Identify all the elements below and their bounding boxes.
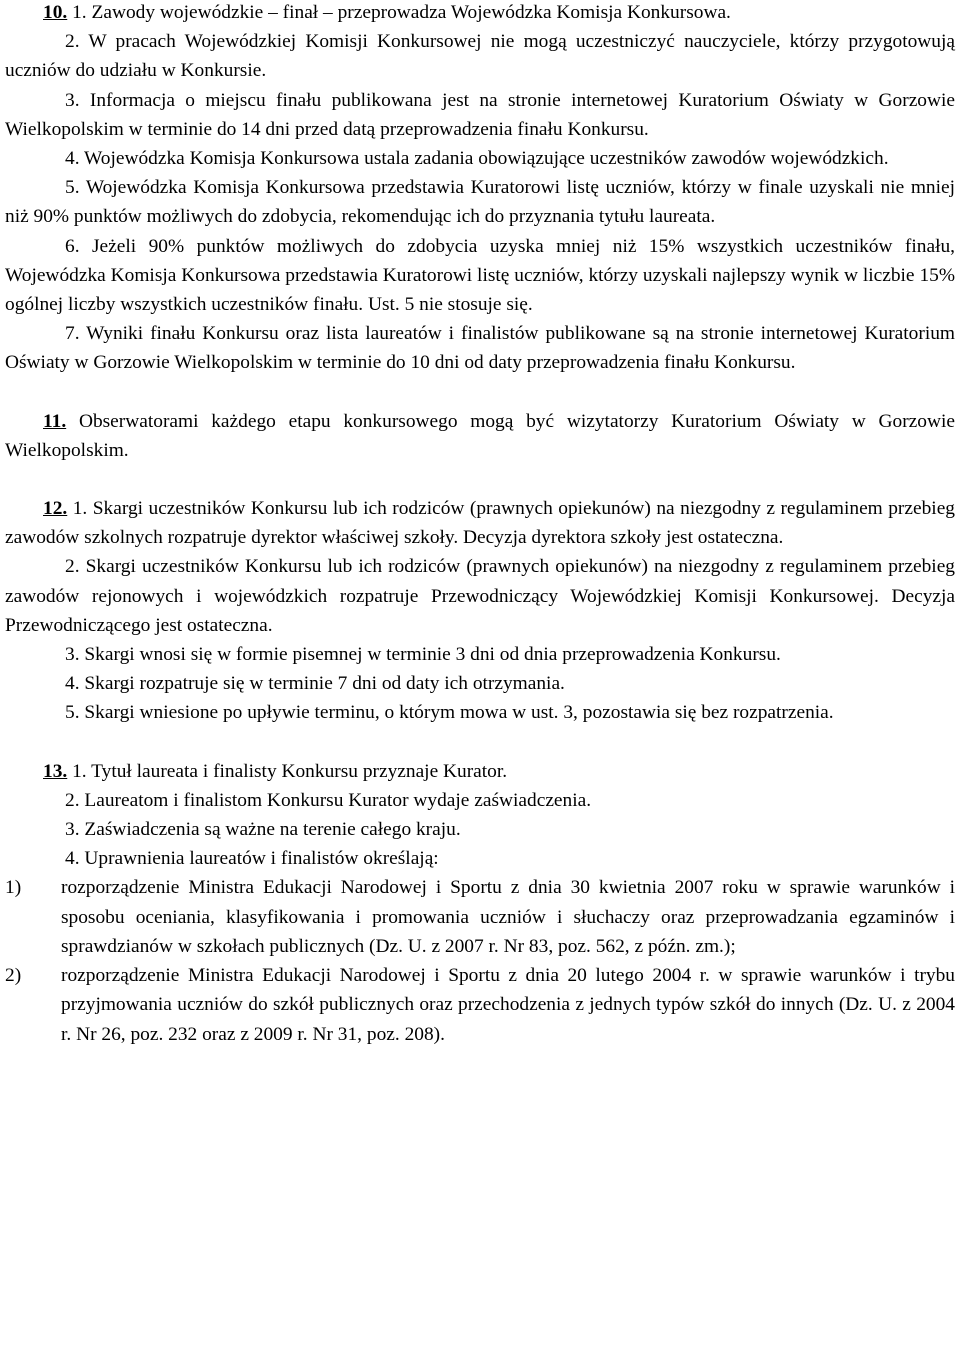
section-number: 13.	[43, 760, 68, 782]
document-page	[5, 0, 955, 1049]
section-12-paragraph-3: 3. Skargi wnosi się w formie pisemnej w terminie 3 dni od dnia przeprowadzenia Konkursu.	[65, 644, 781, 666]
section-13-paragraph-2: 2. Laureatom i finalistom Konkursu Kurator wydaje zaświadczenia.	[65, 789, 592, 811]
section-10-paragraph-6: 6. Jeżeli 90% punktów możliwych do zdobycia uzyska mniej niż 15% wszystkich uczestników finału, Wojewódzka Komisja Konkursowa przedstawia Kuratorowi listę uczniów, którzy uzyskali najlepszy wynik w liczbie 15% ogólnej liczby wszystkich uczestników finału. Ust. 5 nie stosuje się.	[5, 235, 955, 316]
section-10-paragraph-2: 2. W pracach Wojewódzkiej Komisji Konkursowej nie mogą uczestniczyć nauczyciele, którzy przygotowują uczniów do udziału w Konkursie.	[5, 31, 955, 82]
list-item	[5, 873, 955, 961]
section-10-paragraph-3: 3. Informacja o miejscu finału publikowana jest na stronie internetowej Kuratorium Oświaty w Gorzowie Wielkopolskim w terminie do 14 dni przed datą przeprowadzenia finału Konkursu.	[5, 89, 955, 140]
section-11	[5, 407, 955, 465]
list-item-number: 2)	[5, 965, 22, 987]
section-13-paragraph-1	[5, 757, 955, 786]
section-number: 11.	[43, 410, 67, 432]
section-11-paragraph-1	[5, 407, 955, 465]
section-number: 10.	[43, 2, 68, 23]
section-12-paragraph-5: 5. Skargi wniesione po upływie terminu, o którym mowa w ust. 3, pozostawia się bez rozpatrzenia.	[65, 702, 834, 724]
section-13-paragraph-3: 3. Zaświadczenia są ważne na terenie całego kraju.	[65, 819, 461, 841]
paragraph-text: Obserwatorami każdego etapu konkursowego mogą być wizytatorzy Kuratorium Oświaty w Gorzowie Wielkopolskim.	[5, 410, 955, 461]
section-13-paragraph-4: 4. Uprawnienia laureatów i finalistów określają:	[65, 848, 439, 870]
section-10-paragraph-5: 5. Wojewódzka Komisja Konkursowa przedstawia Kuratorowi listę uczniów, którzy w finale uzyskali nie mniej niż 90% punktów możliwych do zdobycia, rekomendując ich do przyznania tytułu laureata.	[5, 177, 955, 228]
section-10	[5, 0, 955, 378]
paragraph-text: 1. Tytuł laureata i finalisty Konkursu przyznaje Kurator.	[72, 760, 508, 782]
list-item	[5, 961, 955, 1049]
list-item-number: 1)	[5, 877, 22, 899]
section-10-paragraph-1	[5, 0, 955, 27]
section-13	[5, 757, 955, 1049]
paragraph-text: 1. Zawody wojewódzkie – finał – przeprowadza Wojewódzka Komisja Konkursowa.	[72, 2, 731, 23]
section-spacer	[5, 378, 955, 407]
section-spacer	[5, 728, 955, 757]
list-item-text: rozporządzenie Ministra Edukacji Narodowej i Sportu z dnia 30 kwietnia 2007 roku w sprawie warunków i sposobu oceniania, klasyfikowania i promowania uczniów i słuchaczy oraz przeprowadzania egzaminów i sprawdzianów w szkołach publicznych (Dz. U. z 2007 r. Nr 83, poz. 562, z późn. zm.);	[61, 877, 955, 957]
section-12-paragraph-4: 4. Skargi rozpatruje się w terminie 7 dni od daty ich otrzymania.	[65, 673, 565, 695]
section-12-paragraph-1	[5, 494, 955, 552]
section-spacer	[5, 465, 955, 494]
section-number: 12.	[43, 498, 68, 520]
section-12	[5, 494, 955, 728]
list-item-text: rozporządzenie Ministra Edukacji Narodowej i Sportu z dnia 20 lutego 2004 r. w sprawie warunków i trybu przyjmowania uczniów do szkół publicznych oraz przechodzenia z jednych typów szkół do innych (Dz. U. z 2004 r. Nr 26, poz. 232 oraz z 2009 r. Nr 31, poz. 208).	[61, 965, 955, 1045]
section-10-paragraph-7: 7. Wyniki finału Konkursu oraz lista laureatów i finalistów publikowane są na stronie internetowej Kuratorium Oświaty w Gorzowie Wielkopolskim w terminie do 10 dni od daty przeprowadzenia finału Konkursu.	[5, 323, 955, 374]
section-10-paragraph-4: 4. Wojewódzka Komisja Konkursowa ustala zadania obowiązujące uczestników zawodów wojewódzkich.	[65, 148, 889, 170]
paragraph-text: 1. Skargi uczestników Konkursu lub ich rodziców (prawnych opiekunów) na niezgodny z regulaminem przebieg zawodów szkolnych rozpatruje dyrektor właściwej szkoły. Decyzja dyrektora szkoły jest ostateczna.	[5, 498, 955, 549]
section-12-paragraph-2: 2. Skargi uczestników Konkursu lub ich rodziców (prawnych opiekunów) na niezgodny z regulaminem przebieg zawodów rejonowych i wojewódzkich rozpatruje Przewodniczący Wojewódzkiej Komisji Konkursowej. Decyzja Przewodniczącego jest ostateczna.	[5, 556, 955, 636]
